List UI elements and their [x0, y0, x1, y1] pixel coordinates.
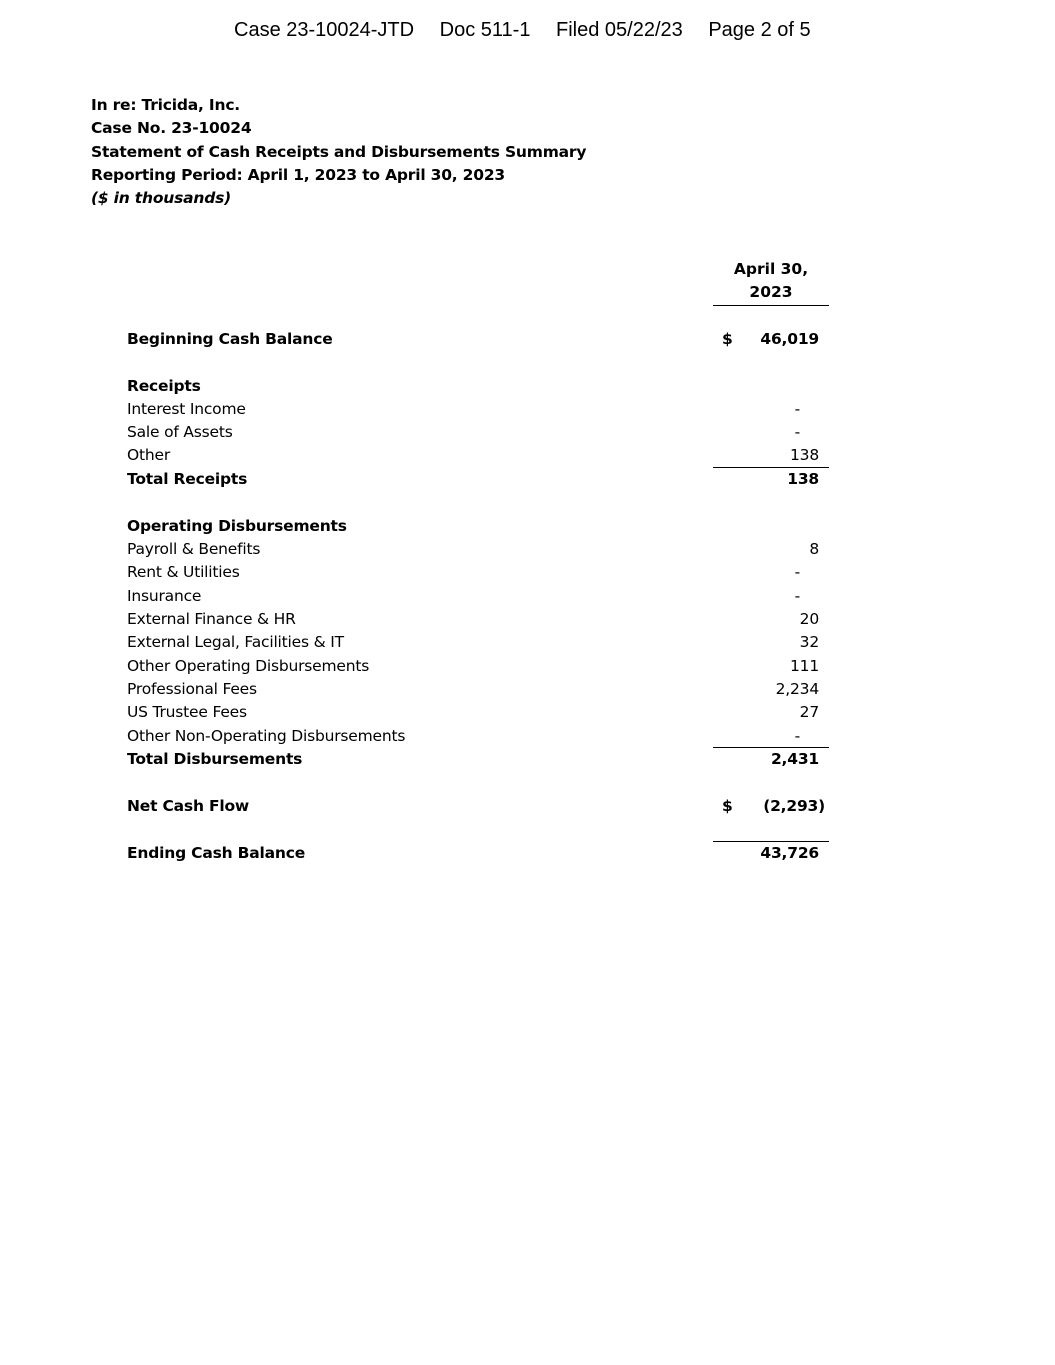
disbursement-label: US Trustee Fees: [127, 703, 247, 721]
beginning-cash-row: [127, 328, 829, 351]
column-header-line2: 2023: [749, 283, 793, 302]
total-disbursements-value: 2,431: [770, 750, 819, 768]
total-disbursements-label: Total Disbursements: [127, 750, 303, 768]
total-receipts-row: [127, 468, 829, 491]
table-row: [127, 421, 829, 444]
receipt-value: -: [794, 400, 800, 418]
receipt-label: Other: [127, 446, 171, 464]
disbursement-value: 20: [799, 610, 819, 628]
table-row: [127, 561, 829, 584]
table-row: [127, 608, 829, 631]
receipt-value: -: [794, 423, 800, 441]
table-row: [127, 585, 829, 608]
ending-cash-value: 43,726: [760, 844, 819, 862]
beginning-cash-currency: $: [722, 330, 733, 348]
disbursement-value: 8: [809, 540, 819, 558]
table-row: [127, 655, 829, 678]
table-row: [127, 631, 829, 654]
doc-number-stamp: Doc 511-1: [439, 19, 531, 41]
receipt-label: Interest Income: [127, 400, 246, 418]
disbursement-label: Payroll & Benefits: [127, 540, 261, 558]
disbursement-label: Rent & Utilities: [127, 563, 240, 581]
ending-cash-row: [127, 842, 829, 865]
disbursement-label: Other Operating Disbursements: [127, 657, 370, 675]
disbursement-label: Professional Fees: [127, 680, 257, 698]
units-note: ($ in thousands): [91, 189, 232, 208]
total-receipts-label: Total Receipts: [127, 470, 248, 488]
column-header-line1: April 30,: [733, 260, 809, 278]
disbursement-value: 2,234: [775, 680, 819, 698]
total-receipts-value: 138: [787, 470, 819, 488]
debtor-name: In re: Tricida, Inc.: [91, 96, 240, 114]
disbursement-value: 27: [799, 703, 819, 721]
filed-date-stamp: Filed 05/22/23: [556, 19, 683, 41]
disbursements-heading: Operating Disbursements: [127, 517, 347, 535]
receipt-value: 138: [790, 446, 819, 464]
table-row: [127, 678, 829, 701]
table-row: [127, 398, 829, 421]
court-filing-header: [234, 19, 811, 42]
disbursement-value: -: [794, 727, 800, 745]
table-row: [127, 444, 829, 467]
column-header: [713, 258, 829, 306]
disbursements-heading-row: [127, 515, 829, 538]
net-cash-flow-currency: $: [722, 797, 733, 815]
disbursement-label: Insurance: [127, 587, 202, 605]
table-row: [127, 725, 829, 748]
net-cash-flow-label: Net Cash Flow: [127, 797, 250, 815]
receipts-heading: Receipts: [127, 377, 201, 395]
receipt-label: Sale of Assets: [127, 423, 233, 441]
disbursement-label: External Finance & HR: [127, 610, 296, 628]
case-number: Case No. 23-10024: [91, 119, 252, 138]
disbursement-value: 111: [790, 657, 819, 675]
ending-cash-label: Ending Cash Balance: [127, 844, 306, 862]
disbursement-label: Other Non-Operating Disbursements: [127, 727, 406, 745]
page-number-stamp: Page 2 of 5: [708, 19, 811, 41]
case-number-stamp: Case 23-10024-JTD: [234, 19, 415, 41]
disbursement-value: 32: [799, 633, 819, 651]
net-cash-flow-value: (2,293): [763, 797, 825, 815]
beginning-cash-label: Beginning Cash Balance: [127, 330, 333, 348]
report-title: Statement of Cash Receipts and Disbursements Summary: [91, 142, 587, 161]
table-row: [127, 538, 829, 561]
receipts-heading-row: [127, 375, 829, 398]
disbursement-value: -: [794, 563, 800, 581]
report-title-block: [91, 94, 586, 210]
net-cash-flow-row: [127, 795, 829, 818]
total-disbursements-row: [127, 748, 829, 771]
disbursement-value: -: [794, 587, 800, 605]
table-row: [127, 701, 829, 724]
disbursement-label: External Legal, Facilities & IT: [127, 633, 344, 651]
reporting-period: Reporting Period: April 1, 2023 to April 30, 2023: [91, 165, 506, 184]
beginning-cash-value: 46,019: [760, 330, 819, 348]
